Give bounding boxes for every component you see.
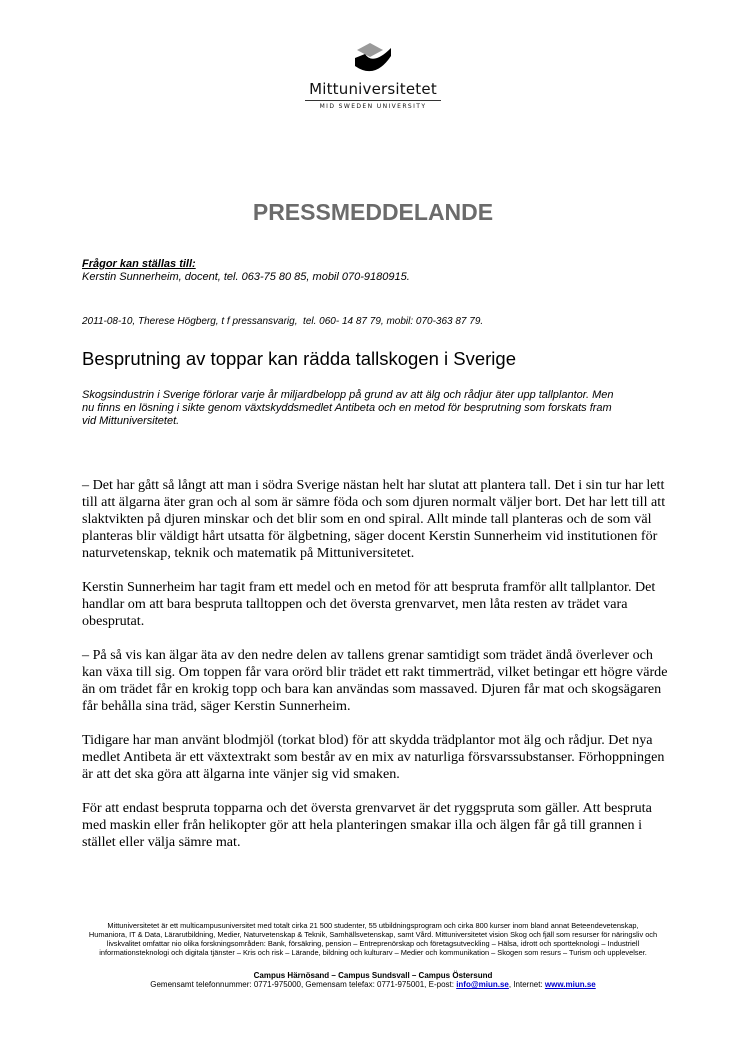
contact-label: Frågor kan ställas till: [82,258,196,270]
footer-internet-label: , Internet: [508,980,545,989]
lead-paragraph: Skogsindustrin i Sverige förlorar varje år miljardbelopp på grund av att älg och rådjur äter upp tallplantor. Men nu finns en lösning i sikte genom växtskyddsmedlet Antibeta och en metod för besprutning som forskats fram vid Mittuniversitetet. [82,389,614,427]
footer [0,921,746,989]
footer-contact [0,980,746,989]
body-paragraph: – Det har gått så långt att man i södra Sverige nästan helt har slutat att plantera tall. Det i sin tur har lett till att älgarna äter gran och al som är sämre föda och som djuren normalt väljer bort. Det har lett till att slaktvikten på djuren minskar och det blir som en ond spiral. Allt minde tall planteras och de som väl planteras blir väldigt hårt utsatta för älgbetning, säger docent Kerstin Sunnerheim vid institutionen för naturvetenskap, teknik och matematik på Mittuniversitetet. [82,477,666,561]
dateline: 2011-08-10, Therese Högberg, t f pressansvarig, tel. 060- 14 87 79, mobil: 070-363 87 79. [82,316,484,327]
body-paragraph: Kerstin Sunnerheim har tagit fram ett medel och en metod för att bespruta framför allt tallplantor. Det handlar om att bara bespruta talltoppen och det översta grenvarvet, men låta resten av trädet vara obesprutat. [82,579,656,629]
university-logo [0,42,746,110]
headline: Besprutning av toppar kan rädda tallskogen i Sverige [82,348,516,369]
page-title: PRESSMEDDELANDE [252,199,494,225]
footer-phone-text: Gemensamt telefonnummer: 0771-975000, Gemensam telefax: 0771-975001, E-post: [150,980,457,989]
article-body [82,477,668,868]
website-link[interactable]: www.miun.se [544,980,596,989]
footer-campuses: Campus Härnösand – Campus Sundsvall – Campus Östersund [253,971,493,980]
logo-divider [305,100,441,101]
email-link[interactable]: info@miun.se [456,980,509,989]
body-paragraph: – På så vis kan älgar äta av den nedre delen av tallens grenar samtidigt som trädet ändå överlever och kan växa till sig. Om toppen får vara orörd blir trädet ett rakt timmerträd, vilket betingar ett högre värde än om trädet får en krokig topp och bara kan användas som massaved. Djuren får mat och skogsägaren får behålla sina träd, säger Kerstin Sunnerheim. [82,647,668,714]
contact-text: Kerstin Sunnerheim, docent, tel. 063-75 80 85, mobil 070-9180915. [82,271,410,283]
logo-mark-icon [353,42,393,78]
body-paragraph: Tidigare har man använt blodmjöl (torkat blod) för att skydda trädplantor mot älg och rådjur. Det nya medlet Antibeta är ett växtextrakt som består av en mix av naturliga försvarssubstanser. Förhoppningen är att det ska göra att älgarna inte vänjer sig vid smaken. [82,732,665,782]
contact-block [82,258,410,284]
logo-subtitle: MID SWEDEN UNIVERSITY [319,103,427,110]
logo-name: Mittuniversitetet [309,80,437,98]
footer-about: Mittuniversitetet är ett multicampusuniversitet med totalt cirka 21 500 studenter, 55 utbildningsprogram och cirka 800 kurser inom bland annat Beteendevetenskap, Humaniora, IT & Data, Lärarutbildning, Medier, Naturvetenskap & Teknik, Samhällsvetenskap, samt Vård. Mittuniversitetet vision Skog och fjäll som resurser för näringsliv och livskvalitet omfattar nio olika forskningsområden: Bank, försäkring, pension – Entreprenörskap och företagsutveckling – Hälsa, idrott och sportteknologi – Industriell informationsteknologi och digitala tjänster – Kris och risk – Lärande, bildning och kulturarv – Medier och kommunikation – Skogen som resurs – Turism och upplevelser. [88,921,658,957]
body-paragraph: För att endast bespruta topparna och det översta grenvarvet är det ryggspruta som gäller. Att bespruta med maskin eller från helikopter gör att hela planteringen smakar illa och älgen får gå till grannen i stället eller välja sämre mat. [82,800,652,850]
